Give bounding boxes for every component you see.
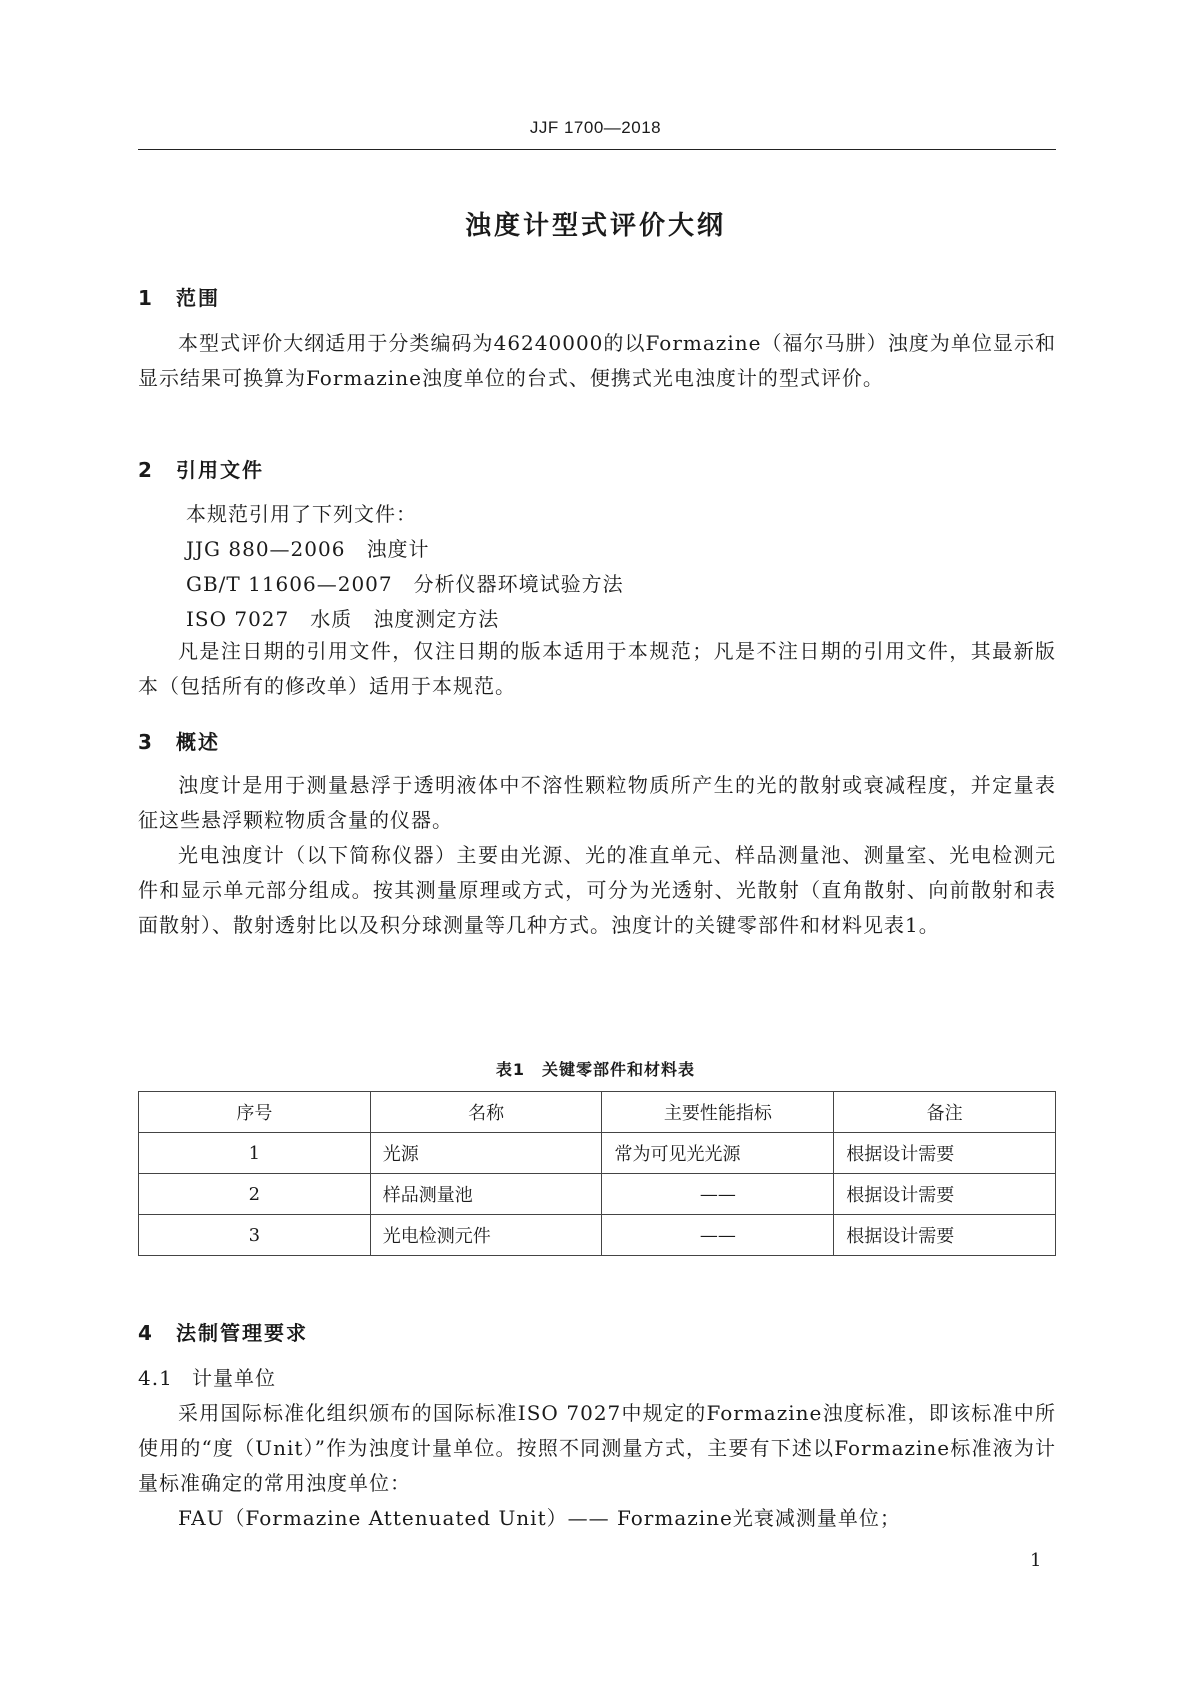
table-cell: 1 bbox=[139, 1133, 371, 1174]
fau-definition: FAU（Formazine Attenuated Unit）—— Formazine光衰减测量单位； bbox=[178, 1506, 901, 1530]
scope-paragraph: 本型式评价大纲适用于分类编码为46240000的以Formazine（福尔马肼）浊度为单位显示和显示结果可换算为Formazine浊度单位的台式、便携式光电浊度计的型式评价。 bbox=[138, 331, 1056, 390]
table-cell: 光电检测元件 bbox=[370, 1215, 602, 1256]
table-header-row bbox=[139, 1092, 1056, 1133]
section-title: 引用文件 bbox=[176, 458, 264, 482]
section-4-heading bbox=[138, 1317, 308, 1346]
section-number: 2 bbox=[138, 458, 154, 482]
table-row bbox=[139, 1215, 1056, 1256]
section-title: 法制管理要求 bbox=[176, 1321, 308, 1345]
section-title: 范围 bbox=[176, 286, 220, 310]
table-cell: 样品测量池 bbox=[370, 1174, 602, 1215]
key-parts-table bbox=[138, 1091, 1056, 1256]
units-paragraph: 采用国际标准化组织颁布的国际标准ISO 7027中规定的Formazine浊度标准，即该标准中所使用的“度（Unit）”作为浊度计量单位。按照不同测量方式，主要有下述以Formazine标准液为计量标准确定的常用浊度单位： bbox=[138, 1401, 1056, 1495]
references-intro: 本规范引用了下列文件： bbox=[186, 502, 417, 526]
references-note: 凡是注日期的引用文件，仅注日期的版本适用于本规范；凡是不注日期的引用文件，其最新版本（包括所有的修改单）适用于本规范。 bbox=[138, 639, 1056, 698]
overview-paragraph-2: 光电浊度计（以下简称仪器）主要由光源、光的准直单元、样品测量池、测量室、光电检测元件和显示单元部分组成。按其测量原理或方式，可分为光透射、光散射（直角散射、向前散射和表面散射）、散射透射比以及积分球测量等几种方式。浊度计的关键零部件和材料见表1。 bbox=[138, 843, 1056, 937]
section-2-heading bbox=[138, 454, 264, 483]
reference-item: JJG 880—2006 浊度计 bbox=[186, 537, 430, 561]
section-1-heading bbox=[138, 282, 220, 311]
document-title: 浊度计型式评价大纲 bbox=[464, 211, 726, 241]
subsection-title: 计量单位 bbox=[192, 1366, 276, 1390]
table-cell: 根据设计需要 bbox=[834, 1215, 1056, 1256]
table-cell: 常为可见光光源 bbox=[602, 1133, 834, 1174]
column-header: 备注 bbox=[834, 1092, 1056, 1133]
column-header: 主要性能指标 bbox=[602, 1092, 834, 1133]
section-title: 概述 bbox=[176, 730, 220, 754]
table-cell: 光源 bbox=[370, 1133, 602, 1174]
table-cell: 3 bbox=[139, 1215, 371, 1256]
table-row bbox=[139, 1174, 1056, 1215]
table-cell: 2 bbox=[139, 1174, 371, 1215]
section-number: 4 bbox=[138, 1321, 154, 1345]
subsection-4-1-heading bbox=[138, 1362, 276, 1391]
section-3-heading bbox=[138, 726, 220, 755]
header-rule bbox=[138, 149, 1056, 150]
table-caption: 表1 关键零部件和材料表 bbox=[495, 1060, 696, 1079]
page-number: 1 bbox=[1030, 1550, 1042, 1571]
table-cell: —— bbox=[602, 1174, 834, 1215]
table-row bbox=[139, 1133, 1056, 1174]
reference-item: ISO 7027 水质 浊度测定方法 bbox=[186, 607, 500, 631]
section-number: 3 bbox=[138, 730, 154, 754]
table-cell: —— bbox=[602, 1215, 834, 1256]
table-cell: 根据设计需要 bbox=[834, 1133, 1056, 1174]
section-number: 1 bbox=[138, 286, 154, 310]
column-header: 序号 bbox=[139, 1092, 371, 1133]
reference-item: GB/T 11606—2007 分析仪器环境试验方法 bbox=[186, 572, 624, 596]
standard-code: JJF 1700—2018 bbox=[529, 118, 662, 137]
subsection-number: 4.1 bbox=[138, 1366, 173, 1390]
table-cell: 根据设计需要 bbox=[834, 1174, 1056, 1215]
overview-paragraph-1: 浊度计是用于测量悬浮于透明液体中不溶性颗粒物质所产生的光的散射或衰减程度，并定量表征这些悬浮颗粒物质含量的仪器。 bbox=[138, 773, 1056, 832]
column-header: 名称 bbox=[370, 1092, 602, 1133]
